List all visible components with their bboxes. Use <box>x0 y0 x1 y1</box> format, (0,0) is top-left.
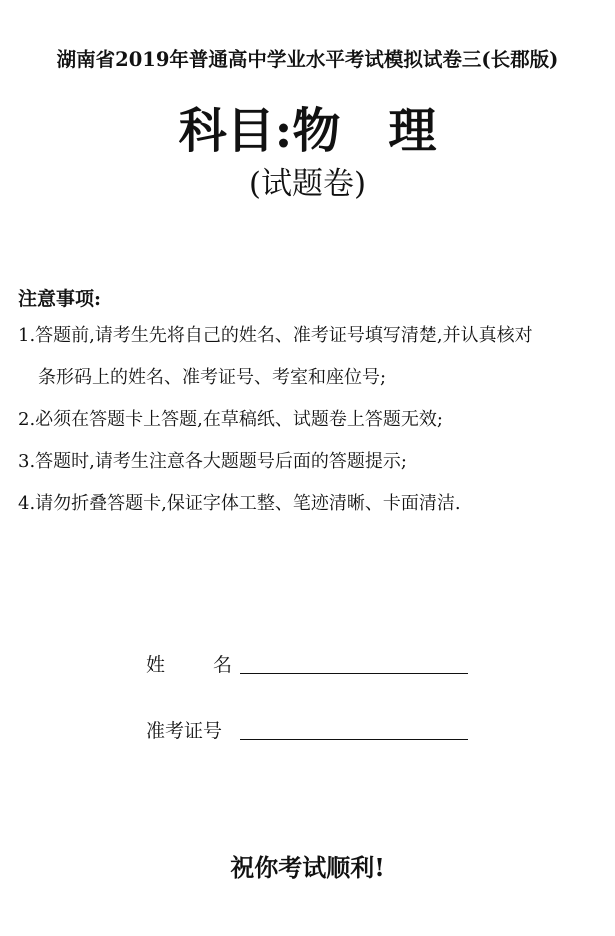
name-fill-line[interactable] <box>240 673 468 674</box>
notice-item-3: 3.答题时,请考生注意各大题题号后面的答题提示; <box>18 451 407 472</box>
notice-item-4: 4.请勿折叠答题卡,保证字体工整、笔迹清晰、卡面清洁. <box>18 493 461 514</box>
notice-item-2: 2.必须在答题卡上答题,在草稿纸、试题卷上答题无效; <box>18 409 443 430</box>
exam-id-label: 准考证号 <box>146 720 223 742</box>
notice-item-1-continued: 条形码上的姓名、准考证号、考室和座位号; <box>38 367 387 388</box>
exam-title: 湖南省2019年普通高中学业水平考试模拟试卷三(长郡版) <box>56 48 559 71</box>
name-label: 姓名 <box>146 654 281 676</box>
good-luck-message: 祝你考试顺利! <box>230 853 385 882</box>
notice-item-1: 1.答题前,请考生先将自己的姓名、准考证号填写清楚,并认真核对 <box>18 325 533 346</box>
subject-title: 科目:物 理 <box>178 103 437 159</box>
notice-heading: 注意事项: <box>18 288 102 310</box>
notice-list <box>18 322 608 532</box>
exam-id-field-row <box>146 716 468 743</box>
exam-id-fill-line[interactable] <box>240 739 468 740</box>
name-field-row <box>146 650 468 677</box>
paper-type-label: (试题卷) <box>248 166 367 202</box>
